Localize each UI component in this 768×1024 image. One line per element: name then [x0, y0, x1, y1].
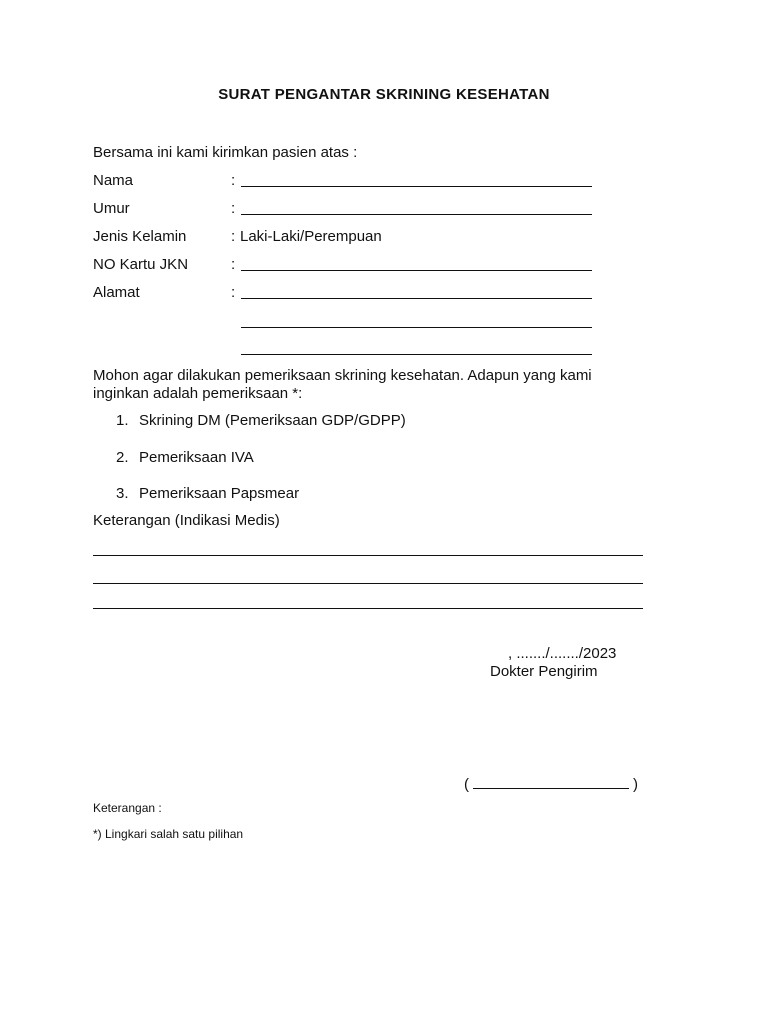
list-number: 3. — [116, 485, 129, 502]
request-text-line-2: inginkan adalah pemeriksaan *: — [93, 385, 303, 402]
field-colon: : — [231, 172, 236, 189]
alamat-blank-line — [241, 327, 592, 328]
field-umur — [93, 200, 613, 218]
alamat-blank-line — [241, 354, 592, 355]
field-label: Umur — [93, 200, 130, 217]
alamat-blank-line — [241, 298, 592, 299]
field-colon: : — [231, 228, 236, 245]
field-value: Laki-Laki/Perempuan — [240, 228, 382, 245]
notes-blank-line — [93, 583, 643, 584]
list-number: 1. — [116, 412, 129, 429]
notes-heading: Keterangan (Indikasi Medis) — [93, 512, 280, 529]
field-jenis-kelamin — [93, 228, 613, 246]
field-colon: : — [231, 200, 236, 217]
nama-blank-line — [241, 186, 592, 187]
footer-heading: Keterangan : — [93, 801, 162, 815]
list-text: Skrining DM (Pemeriksaan GDP/GDPP) — [139, 412, 406, 429]
notes-blank-line — [93, 608, 643, 609]
exam-list-item — [116, 449, 516, 467]
exam-list-item — [116, 485, 516, 503]
list-number: 2. — [116, 449, 129, 466]
jkn-blank-line — [241, 270, 592, 271]
footer-note: *) Lingkari salah satu pilihan — [93, 827, 244, 841]
list-text: Pemeriksaan Papsmear — [139, 485, 300, 502]
signature-open-paren: ( — [464, 776, 469, 793]
field-colon: : — [231, 256, 236, 273]
signer-title: Dokter Pengirim — [490, 663, 598, 680]
signature-line — [464, 776, 638, 794]
document-title: SURAT PENGANTAR SKRINING KESEHATAN — [218, 86, 550, 103]
date-line: , ......./......./2023 — [508, 645, 617, 662]
signature-close-paren: ) — [633, 776, 638, 793]
field-alamat — [93, 284, 613, 302]
list-text: Pemeriksaan IVA — [139, 449, 254, 466]
exam-list-item — [116, 412, 516, 430]
intro-text: Bersama ini kami kirimkan pasien atas : — [93, 144, 358, 161]
signature-blank — [473, 788, 629, 789]
field-colon: : — [231, 284, 236, 301]
field-label: Alamat — [93, 284, 140, 301]
field-label: Nama — [93, 172, 134, 189]
field-label: Jenis Kelamin — [93, 228, 187, 245]
notes-blank-line — [93, 555, 643, 556]
umur-blank-line — [241, 214, 592, 215]
field-nama — [93, 172, 613, 190]
field-no-kartu-jkn — [93, 256, 613, 274]
request-text-line-1: Mohon agar dilakukan pemeriksaan skrining kesehatan. Adapun yang kami — [93, 367, 592, 384]
field-label: NO Kartu JKN — [93, 256, 189, 273]
